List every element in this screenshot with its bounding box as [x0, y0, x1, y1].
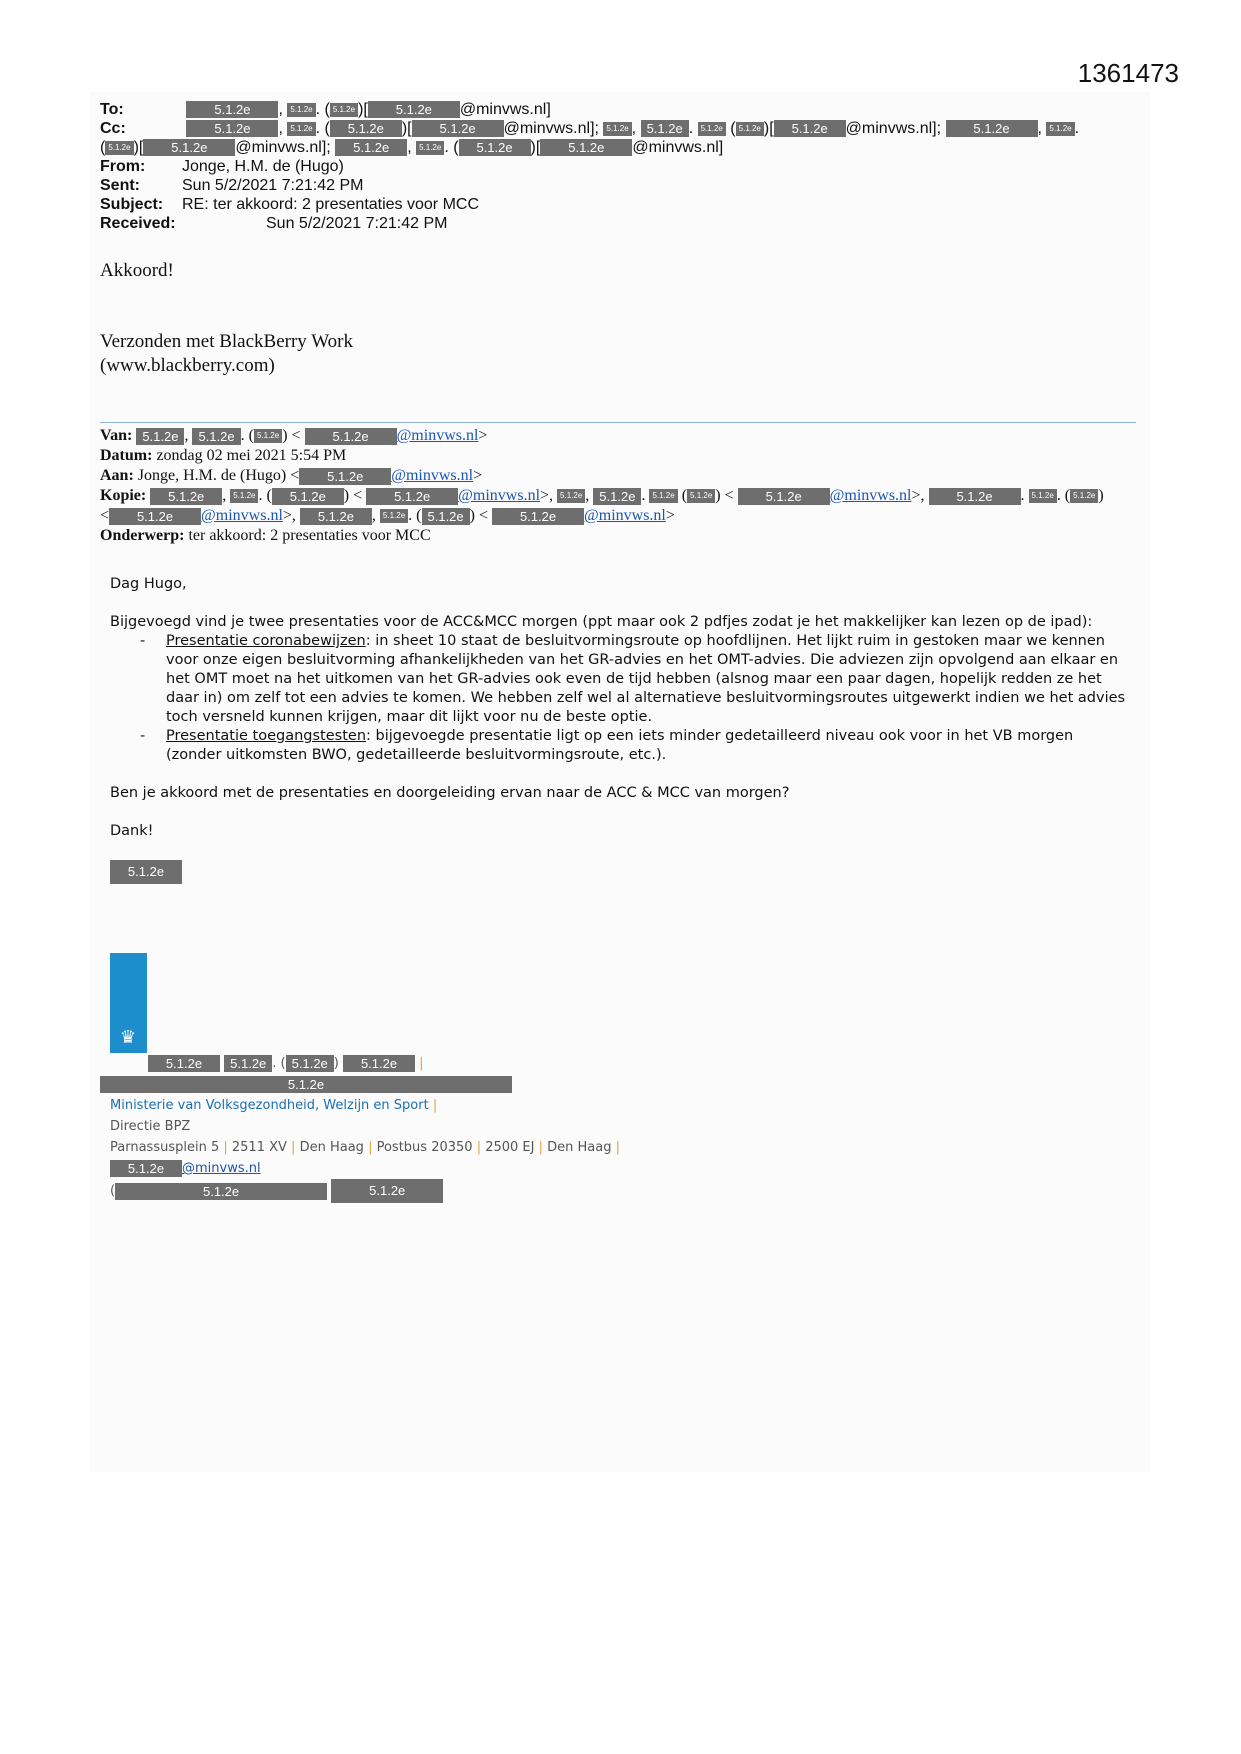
redaction: 5.1.2e — [299, 468, 391, 485]
redaction: 5.1.2e — [286, 1055, 334, 1072]
redaction: 5.1.2e — [422, 508, 470, 525]
list-item: - Presentatie toegangstesten: bijgevoegde presentatie ligt op een iets minder gedetailleerd niveau ook voor in het VB morgen (zonder uitkomsten BWO, gedetailleerde besluitvormingsroute, etc.). — [140, 728, 1074, 763]
signature-phone-row: ( 5.1.2e 5.1.2e — [110, 1179, 620, 1203]
redaction: 5.1.2e — [1046, 122, 1074, 136]
redaction: 5.1.2e — [186, 101, 278, 118]
cc-label: Cc: — [100, 120, 126, 137]
redaction: 5.1.2e — [557, 489, 585, 503]
redaction: 5.1.2e — [230, 489, 258, 503]
redaction: 5.1.2e — [330, 120, 402, 137]
signature-function-row — [100, 1074, 620, 1095]
email-link[interactable]: @minvws.nl — [458, 487, 541, 504]
cc-domain: @minvws.nl]; — [503, 120, 599, 137]
redaction: 5.1.2e — [698, 122, 726, 136]
signature-link: (www.blackberry.com) — [100, 355, 275, 376]
redaction: 5.1.2e — [1029, 489, 1057, 503]
redaction: 5.1.2e — [100, 1076, 512, 1093]
email-signature-block — [110, 1053, 620, 1203]
email-link[interactable]: @minvws.nl — [396, 427, 479, 444]
list-item-text: : in sheet 10 staat de besluitvormingsroute op hoofdlijnen. Het lijkt ruim in gestoken maar we kennen voor onze eigen besluitvorming afhankelijkheden van het GR-advies en het OMT-advies. Die adviezen zijn opvolgend aan elkaar en het OMT moet na het uitkomen van het GR-advies ook even de tijd hebben (alsnog maar een paar dagen, hopelijk redden ze het daar in) om zelf tot een advies te komen. We hebben zelf wel al alternatieve besluitvormingsroutes uitgewerkt indien we het advies toch versneld kunnen krijgen, maar dit lijkt voor nu de beste optie. — [166, 633, 1126, 725]
onderwerp-label: Onderwerp: — [100, 527, 185, 544]
signature-name-row: 5.1.2e 5.1.2e . ( 5.1.2e ) 5.1.2e | — [148, 1053, 620, 1074]
received-label: Received: — [100, 215, 176, 232]
redaction: 5.1.2e — [929, 488, 1021, 505]
redaction: 5.1.2e — [115, 1183, 327, 1200]
redaction: 5.1.2e — [148, 1055, 220, 1072]
subject-row — [100, 195, 1079, 214]
redaction: 5.1.2e — [343, 1055, 415, 1072]
to-row: To: 5.1.2e , 5.1.2e . ( 5.1.2e )[ 5.1.2e @minvws.nl] — [100, 101, 551, 118]
redaction: 5.1.2e — [272, 488, 344, 505]
datum-row — [100, 446, 1104, 466]
to-domain: @minvws.nl] — [459, 101, 551, 118]
redaction: 5.1.2e — [254, 429, 282, 443]
signature-line: Verzonden met BlackBerry Work — [100, 331, 353, 352]
sender-name — [110, 860, 1130, 884]
kopie-row: Kopie: 5.1.2e , 5.1.2e . ( 5.1.2e ) < 5.1.2e @minvws.nl>, 5.1.2e , 5.1.2e . 5.1.2e ( 5.1.2e ) < 5.1.2e @minvws.nl>, 5.1.2e . 5.1.2e . ( 5.1.2e ) — [100, 487, 1104, 504]
email-link[interactable]: @minvws.nl — [182, 1161, 261, 1176]
onderwerp-row — [100, 526, 1104, 546]
redaction: 5.1.2e — [380, 509, 408, 523]
cc-row-continued: ( 5.1.2e )[ 5.1.2e @minvws.nl]; 5.1.2e , 5.1.2e . ( 5.1.2e )[ 5.1.2e @minvws.nl] — [100, 139, 724, 156]
list-item: - Presentatie coronabewijzen: in sheet 10 staat de besluitvormingsroute op hoofdlijnen. Het lijkt ruim in gestoken maar we kennen voor onze eigen besluitvorming afhankelijkheden van het GR-advies en het OMT-advies. Die adviezen zijn opvolgend aan elkaar en het OMT moet na het uitkomen van het GR-advies ook even de tijd hebben (alsnog maar een paar dagen, hopelijk redden ze het daar in) om zelf tot een advies te komen. We hebben zelf wel al alternatieve besluitvormingsroutes uitgewerkt indien we het advies toch versneld kunnen krijgen, maar dit lijkt voor nu de beste optie. — [140, 633, 1126, 725]
received-value: Sun 5/2/2021 7:21:42 PM — [266, 215, 448, 232]
redaction: 5.1.2e — [1070, 489, 1098, 503]
greeting: Dag Hugo, — [110, 576, 187, 592]
redaction: 5.1.2e — [366, 488, 458, 505]
subject-label: Subject: — [100, 196, 164, 213]
email-link[interactable]: @minvws.nl — [391, 467, 474, 484]
forwarded-header — [100, 426, 1104, 546]
ministry-name: Ministerie van Volksgezondheid, Welzijn en Sport | — [110, 1098, 438, 1113]
document-id: 1361473 — [1077, 58, 1179, 88]
redaction: 5.1.2e — [105, 141, 133, 155]
van-label: Van: — [100, 427, 133, 444]
redaction: 5.1.2e — [305, 428, 397, 445]
kopie-label: Kopie: — [100, 487, 147, 504]
sent-value: Sun 5/2/2021 7:21:42 PM — [182, 177, 364, 194]
presentation-list — [110, 632, 1130, 765]
kopie-row-continued: < 5.1.2e @minvws.nl>, 5.1.2e , 5.1.2e . ( 5.1.2e ) < 5.1.2e @minvws.nl> — [100, 507, 675, 524]
cc-domain: @minvws.nl] — [632, 139, 724, 156]
email-link[interactable]: @minvws.nl — [201, 507, 283, 524]
attachment-title: Presentatie toegangstesten — [166, 728, 367, 744]
redaction: 5.1.2e — [946, 120, 1038, 137]
question: Ben je akkoord met de presentaties en doorgeleiding ervan naar de ACC & MCC van morgen? — [110, 785, 790, 801]
redaction: 5.1.2e — [143, 139, 235, 156]
aan-row: Aan: Jonge, H.M. de (Hugo) < 5.1.2e @minvws.nl> — [100, 467, 483, 484]
aan-value: Jonge, H.M. de (Hugo) < — [137, 467, 300, 484]
redaction: 5.1.2e — [641, 120, 689, 137]
redaction: 5.1.2e — [300, 508, 372, 525]
redaction: 5.1.2e — [335, 139, 407, 156]
redaction: 5.1.2e — [287, 122, 315, 136]
list-item-text: : bijgevoegde presentatie ligt op een iets minder gedetailleerd niveau ook voor in het VB morgen (zonder uitkomsten BWO, gedetailleerde besluitvormingsroute, etc.). — [166, 728, 1074, 763]
datum-value: zondag 02 mei 2021 5:54 PM — [156, 447, 347, 464]
email-link[interactable]: @minvws.nl — [829, 487, 912, 504]
redaction: 5.1.2e — [736, 122, 764, 136]
sent-label: Sent: — [100, 177, 140, 194]
cc-domain: @minvws.nl]; — [235, 139, 331, 156]
datum-label: Datum: — [100, 447, 153, 464]
crown-icon: ♛ — [119, 1027, 137, 1047]
redaction: 5.1.2e — [412, 120, 504, 137]
cc-domain: @minvws.nl]; — [845, 120, 942, 137]
redaction: 5.1.2e — [224, 1055, 272, 1072]
from-label: From: — [100, 158, 146, 175]
to-label: To: — [100, 101, 124, 118]
redaction: 5.1.2e — [109, 508, 201, 525]
redaction: 5.1.2e — [416, 141, 444, 155]
directie: Directie BPZ — [110, 1119, 191, 1134]
redaction: 5.1.2e — [603, 122, 631, 136]
message-body — [110, 575, 1130, 884]
cc-row: Cc: 5.1.2e , 5.1.2e . ( 5.1.2e )[ 5.1.2e @minvws.nl]; 5.1.2e , 5.1.2e . 5.1.2e ( 5.1.2e )[ 5.1.2e @minvws.nl]; 5.1.2e , 5.1.2e . — [100, 120, 1080, 137]
sent-row — [100, 176, 1079, 195]
signature-email-row — [110, 1158, 620, 1179]
redaction: 5.1.2e — [540, 139, 632, 156]
email-header — [100, 100, 1079, 233]
redaction: 5.1.2e — [110, 1160, 182, 1177]
redaction: 5.1.2e — [287, 103, 315, 117]
redaction: 5.1.2e — [774, 120, 846, 137]
redaction: 5.1.2e — [593, 488, 641, 505]
redaction: 5.1.2e — [110, 860, 182, 884]
aan-label: Aan: — [100, 467, 134, 484]
address: Parnassusplein 5 | 2511 XV | Den Haag | Postbus 20350 | 2500 EJ | Den Haag | — [110, 1140, 621, 1155]
reply-text: Akkoord! — [100, 260, 174, 281]
subject-value: RE: ter akkoord: 2 presentaties voor MCC — [182, 196, 480, 213]
redaction: 5.1.2e — [649, 489, 677, 503]
van-row: Van: 5.1.2e , 5.1.2e . ( 5.1.2e ) < 5.1.2e @minvws.nl> — [100, 427, 488, 444]
redaction: 5.1.2e — [150, 488, 222, 505]
from-row — [100, 157, 1079, 176]
redaction: 5.1.2e — [738, 488, 830, 505]
onderwerp-value: ter akkoord: 2 presentaties voor MCC — [188, 527, 431, 544]
redaction: 5.1.2e — [331, 1179, 443, 1203]
mobile-signature — [100, 330, 353, 378]
quote-separator — [100, 422, 1136, 423]
redaction: 5.1.2e — [459, 139, 531, 156]
attachment-title: Presentatie coronabewijzen — [166, 633, 366, 649]
redaction: 5.1.2e — [368, 101, 460, 118]
email-link[interactable]: @minvws.nl — [584, 507, 666, 524]
redaction: 5.1.2e — [492, 508, 584, 525]
intro-paragraph: Bijgevoegd vind je twee presentaties voor de ACC&MCC morgen (ppt maar ook 2 pdfjes zodat je het makkelijker kan lezen op de ipad): — [110, 614, 1093, 630]
thanks: Dank! — [110, 823, 154, 839]
from-value: Jonge, H.M. de (Hugo) — [182, 158, 344, 175]
redaction: 5.1.2e — [186, 120, 278, 137]
redaction: 5.1.2e — [136, 428, 184, 445]
received-row — [100, 214, 1079, 233]
redaction: 5.1.2e — [330, 103, 358, 117]
redaction: 5.1.2e — [687, 489, 715, 503]
redaction: 5.1.2e — [192, 428, 240, 445]
